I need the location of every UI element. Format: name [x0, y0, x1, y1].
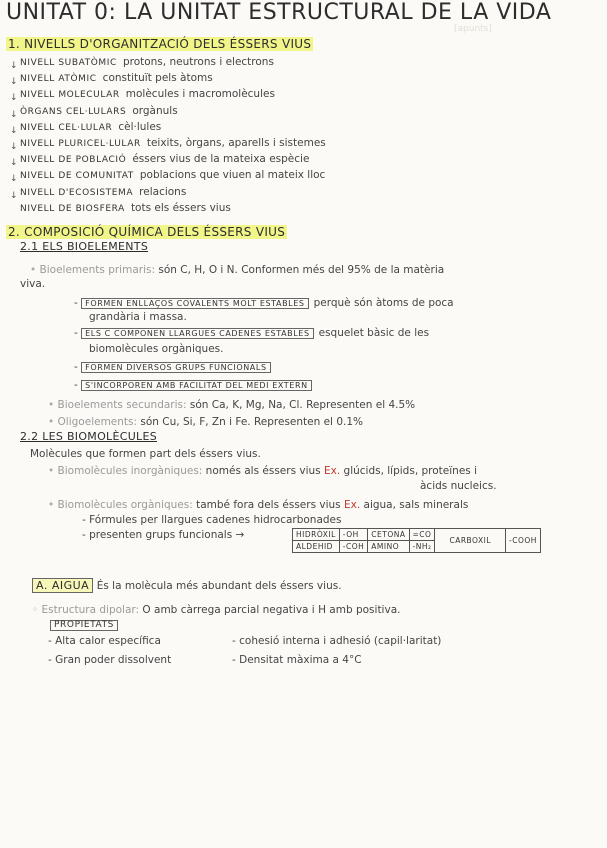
level-text: tots els éssers vius — [130, 201, 231, 214]
secundaris-line: • Bioelements secundaris: són Ca, K, Mg, Na, Cl. Representen el 4.5% — [48, 399, 416, 411]
level-text: orgànuls — [132, 104, 178, 117]
level-text: poblacions que viuen al mateix lloc — [139, 169, 326, 182]
page-title: UNITAT 0: LA UNITAT ESTRUCTURAL DE LA VIDA — [6, 0, 552, 25]
level-item — [20, 165, 325, 181]
level-item — [20, 68, 213, 84]
group-aldehid-formula: -COH — [339, 541, 368, 553]
level-label: NIVELL ATÒMIC — [20, 74, 97, 85]
oligo-line: • Oligoelements: són Cu, Si, F, Zn i Fe. Representen el 0.1% — [48, 416, 363, 428]
watermark: [apunts] — [454, 24, 492, 34]
prop-right-1: - cohesió interna i adhesió (capil·laritat) — [232, 635, 442, 647]
organic-line: • Biomolècules orgàniques: també fora dels éssers vius Ex. aigua, sals minerals — [48, 499, 469, 511]
level-item — [20, 84, 275, 100]
down-arrow-icon: ↓ — [10, 158, 18, 169]
subsection-bioelements: 2.1 ELS BIOELEMENTS — [20, 240, 149, 253]
level-label: NIVELL MOLECULAR — [20, 90, 120, 101]
group-cetona-formula: =CO — [409, 529, 435, 541]
group-cetona: CETONA — [368, 529, 409, 541]
level-text: cèl·lules — [118, 120, 162, 133]
aigua-line: A. AIGUA És la molècula més abundant dels éssers vius. — [32, 580, 342, 592]
property-boxed: ELS C COMPONEN LLARGUES CADENES ESTABLES — [81, 328, 313, 339]
level-text: relacions — [139, 185, 187, 198]
primaris-line: • Bioelements primaris: són C, H, O i N. Conformen més del 95% de la matèria — [30, 264, 445, 276]
aigua-heading: A. AIGUA — [32, 578, 93, 593]
property-line: - ELS C COMPONEN LLARGUES CADENES ESTABLES esquelet bàsic de les — [74, 327, 430, 339]
biomolecules-intro: Molècules que formen part dels éssers vius. — [30, 448, 261, 460]
group-carboxil-formula: -COOH — [506, 529, 541, 553]
functional-groups-table — [292, 528, 541, 553]
group-aldehid: ALDEHID — [293, 541, 340, 553]
down-arrow-icon: ↓ — [10, 125, 18, 136]
property-line — [84, 339, 223, 355]
level-text: protons, neutrons i electrons — [122, 56, 274, 68]
level-label: NIVELL PLURICEL·LULAR — [20, 139, 141, 149]
property-text: esquelet bàsic de les — [318, 327, 430, 339]
down-arrow-icon: ↓ — [10, 174, 18, 185]
inorganic-line2: àcids nucleics. — [420, 480, 497, 492]
section1-heading: 1. NIVELLS D'ORGANITZACIÓ DELS ÉSSERS VIUS — [8, 37, 312, 51]
down-arrow-icon: ↓ — [10, 61, 18, 71]
level-label: ÒRGANS CEL·LULARS — [20, 106, 127, 117]
property-text: grandària i massa. — [89, 311, 187, 323]
level-label: NIVELL SUBATÒMIC — [20, 58, 117, 68]
level-item — [20, 149, 309, 165]
group-hidroxil: HIDRÒXIL — [293, 529, 340, 541]
property-text: perquè són àtoms de poca — [313, 297, 454, 309]
prop-right-2: - Densitat màxima a 4°C — [232, 654, 362, 666]
organic-bullet-1: - Fórmules per llargues cadenes hidrocarbonades — [82, 514, 342, 526]
group-hidroxil-formula: -OH — [339, 529, 368, 541]
estructura-line: ◦ Estructura dipolar: O amb càrrega parcial negativa i H amb positiva. — [32, 604, 401, 616]
level-item — [20, 101, 178, 117]
prop-left-1: - Alta calor específica — [48, 635, 161, 647]
prop-left-2: - Gran poder dissolvent — [48, 654, 172, 666]
level-label: NIVELL DE POBLACIÓ — [20, 155, 127, 166]
level-label: NIVELL DE BIOSFERA — [20, 203, 125, 214]
subsection-biomolecules: 2.2 LES BIOMOLÈCULES — [20, 430, 158, 443]
down-arrow-icon: ↓ — [10, 77, 18, 88]
group-carboxil: CARBOXIL — [435, 529, 506, 553]
property-line: - S'INCORPOREN AMB FACILITAT DEL MEDI EXTERN — [74, 375, 312, 391]
level-text: molècules i macromolècules — [125, 88, 275, 101]
inorganic-line: • Biomolècules inorgàniques: només als éssers vius Ex. glúcids, lípids, proteïnes i — [48, 465, 478, 477]
level-item — [20, 133, 326, 149]
property-line: - FORMEN DIVERSOS GRUPS FUNCIONALS — [74, 357, 271, 373]
level-text: éssers vius de la mateixa espècie — [132, 153, 310, 166]
property-text: biomolècules orgàniques. — [89, 343, 224, 355]
organic-bullet-2: - presenten grups funcionals → — [82, 529, 245, 541]
level-label: NIVELL DE COMUNITAT — [20, 171, 134, 182]
section2-heading: 2. COMPOSICIÓ QUÍMICA DELS ÉSSERS VIUS — [8, 225, 286, 239]
group-amino-formula: -NH₂ — [409, 541, 435, 553]
level-item — [20, 198, 231, 214]
group-amino: AMINO — [368, 541, 409, 553]
down-arrow-icon: ↓ — [10, 190, 18, 201]
level-text: teixits, òrgans, aparells i sistemes — [146, 137, 326, 149]
property-boxed: FORMEN DIVERSOS GRUPS FUNCIONALS — [81, 362, 270, 373]
level-label: NIVELL CEL·LULAR — [20, 122, 113, 133]
property-line — [84, 307, 187, 323]
property-boxed: S'INCORPOREN AMB FACILITAT DEL MEDI EXTERN — [81, 380, 312, 391]
level-item — [20, 117, 161, 133]
level-item — [20, 52, 274, 68]
level-label: NIVELL D'ECOSISTEMA — [20, 187, 134, 198]
propietats-label: PROPIETATS — [50, 620, 118, 631]
level-text: constituït pels àtoms — [102, 72, 213, 85]
primaris-line2: viva. — [20, 278, 46, 290]
property-line: - FORMEN ENLLAÇOS COVALENTS MOLT ESTABLES perquè són àtoms de poca — [74, 297, 454, 309]
level-item — [20, 182, 186, 198]
down-arrow-icon: ↓ — [10, 142, 18, 152]
down-arrow-icon: ↓ — [10, 93, 18, 104]
down-arrow-icon: ↓ — [10, 109, 18, 120]
property-boxed: FORMEN ENLLAÇOS COVALENTS MOLT ESTABLES — [81, 298, 308, 309]
